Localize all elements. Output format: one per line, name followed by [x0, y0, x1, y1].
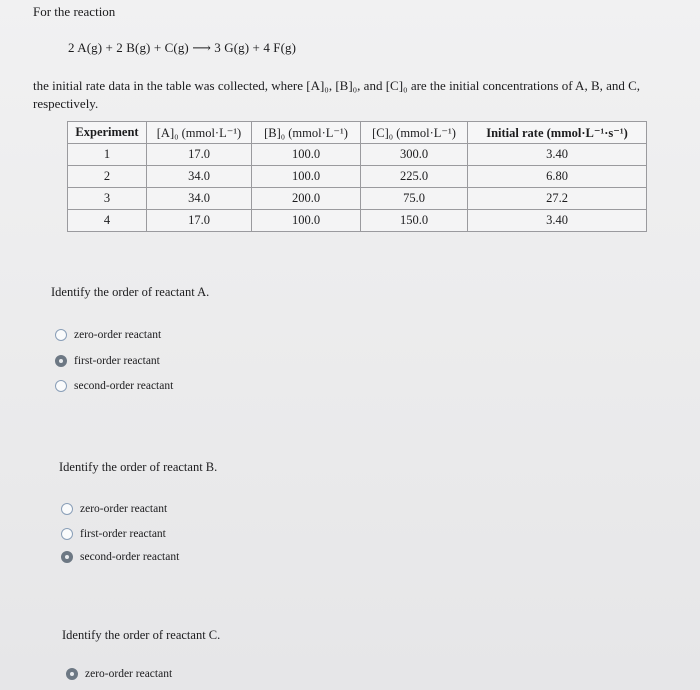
- table-row: [68, 210, 647, 232]
- question-c-prompt: Identify the order of reactant C.: [62, 628, 221, 642]
- cell-rate: 6.80: [468, 166, 647, 188]
- cell-experiment: 2: [68, 166, 147, 188]
- cell-experiment: 4: [68, 210, 147, 232]
- cell-conc-b: 200.0: [252, 188, 361, 210]
- radio-button-selected[interactable]: [55, 355, 67, 367]
- q2-option-second-order[interactable]: [61, 551, 179, 563]
- description-text: the initial rate data in the table was collected, where [A]₀, [B]₀, and [C]₀ are the initial concentrations of A, B, and C, respectively.: [33, 78, 641, 111]
- option-label: zero-order reactant: [85, 668, 173, 680]
- header-conc-a: [A]₀ (mmol·L⁻¹): [147, 122, 252, 144]
- cell-conc-c: 150.0: [361, 210, 468, 232]
- cell-conc-b: 100.0: [252, 210, 361, 232]
- header-conc-b: [B]₀ (mmol·L⁻¹): [252, 122, 361, 144]
- question-b-prompt: Identify the order of reactant B.: [59, 460, 218, 474]
- header-experiment: Experiment: [68, 122, 147, 144]
- q1-option-zero-order[interactable]: [55, 329, 161, 341]
- cell-rate: 3.40: [468, 210, 647, 232]
- cell-conc-b: 100.0: [252, 166, 361, 188]
- table-row: [68, 144, 647, 166]
- table-row: [68, 166, 647, 188]
- cell-conc-a: 34.0: [147, 166, 252, 188]
- intro-text: For the reaction: [33, 4, 116, 19]
- radio-button-selected[interactable]: [61, 551, 73, 563]
- cell-conc-b: 100.0: [252, 144, 361, 166]
- cell-rate: 3.40: [468, 144, 647, 166]
- table-row: [68, 188, 647, 210]
- q1-option-second-order[interactable]: [55, 380, 173, 392]
- radio-button[interactable]: [61, 503, 73, 515]
- cell-conc-c: 75.0: [361, 188, 468, 210]
- radio-button[interactable]: [55, 380, 67, 392]
- reaction-equation: 2 A(g) + 2 B(g) + C(g) ⟶ 3 G(g) + 4 F(g): [68, 40, 297, 55]
- q3-option-zero-order[interactable]: [66, 668, 172, 680]
- question-a-prompt: Identify the order of reactant A.: [51, 285, 210, 299]
- radio-button-selected[interactable]: [66, 668, 78, 680]
- q2-option-first-order[interactable]: [61, 528, 166, 540]
- cell-rate: 27.2: [468, 188, 647, 210]
- option-label: first-order reactant: [80, 528, 166, 540]
- q1-option-first-order[interactable]: [55, 355, 160, 367]
- cell-experiment: 3: [68, 188, 147, 210]
- radio-button[interactable]: [61, 528, 73, 540]
- header-conc-c: [C]₀ (mmol·L⁻¹): [361, 122, 468, 144]
- radio-button[interactable]: [55, 329, 67, 341]
- cell-conc-c: 225.0: [361, 166, 468, 188]
- cell-conc-c: 300.0: [361, 144, 468, 166]
- cell-conc-a: 17.0: [147, 210, 252, 232]
- rate-data-table: [67, 121, 647, 232]
- q2-option-zero-order[interactable]: [61, 503, 167, 515]
- option-label: zero-order reactant: [80, 503, 168, 515]
- option-label: second-order reactant: [74, 380, 174, 392]
- table-header-row: [68, 122, 647, 144]
- cell-conc-a: 34.0: [147, 188, 252, 210]
- header-initial-rate: Initial rate (mmol·L⁻¹·s⁻¹): [468, 122, 647, 144]
- option-label: second-order reactant: [80, 551, 180, 563]
- option-label: first-order reactant: [74, 355, 160, 367]
- option-label: zero-order reactant: [74, 329, 162, 341]
- cell-conc-a: 17.0: [147, 144, 252, 166]
- cell-experiment: 1: [68, 144, 147, 166]
